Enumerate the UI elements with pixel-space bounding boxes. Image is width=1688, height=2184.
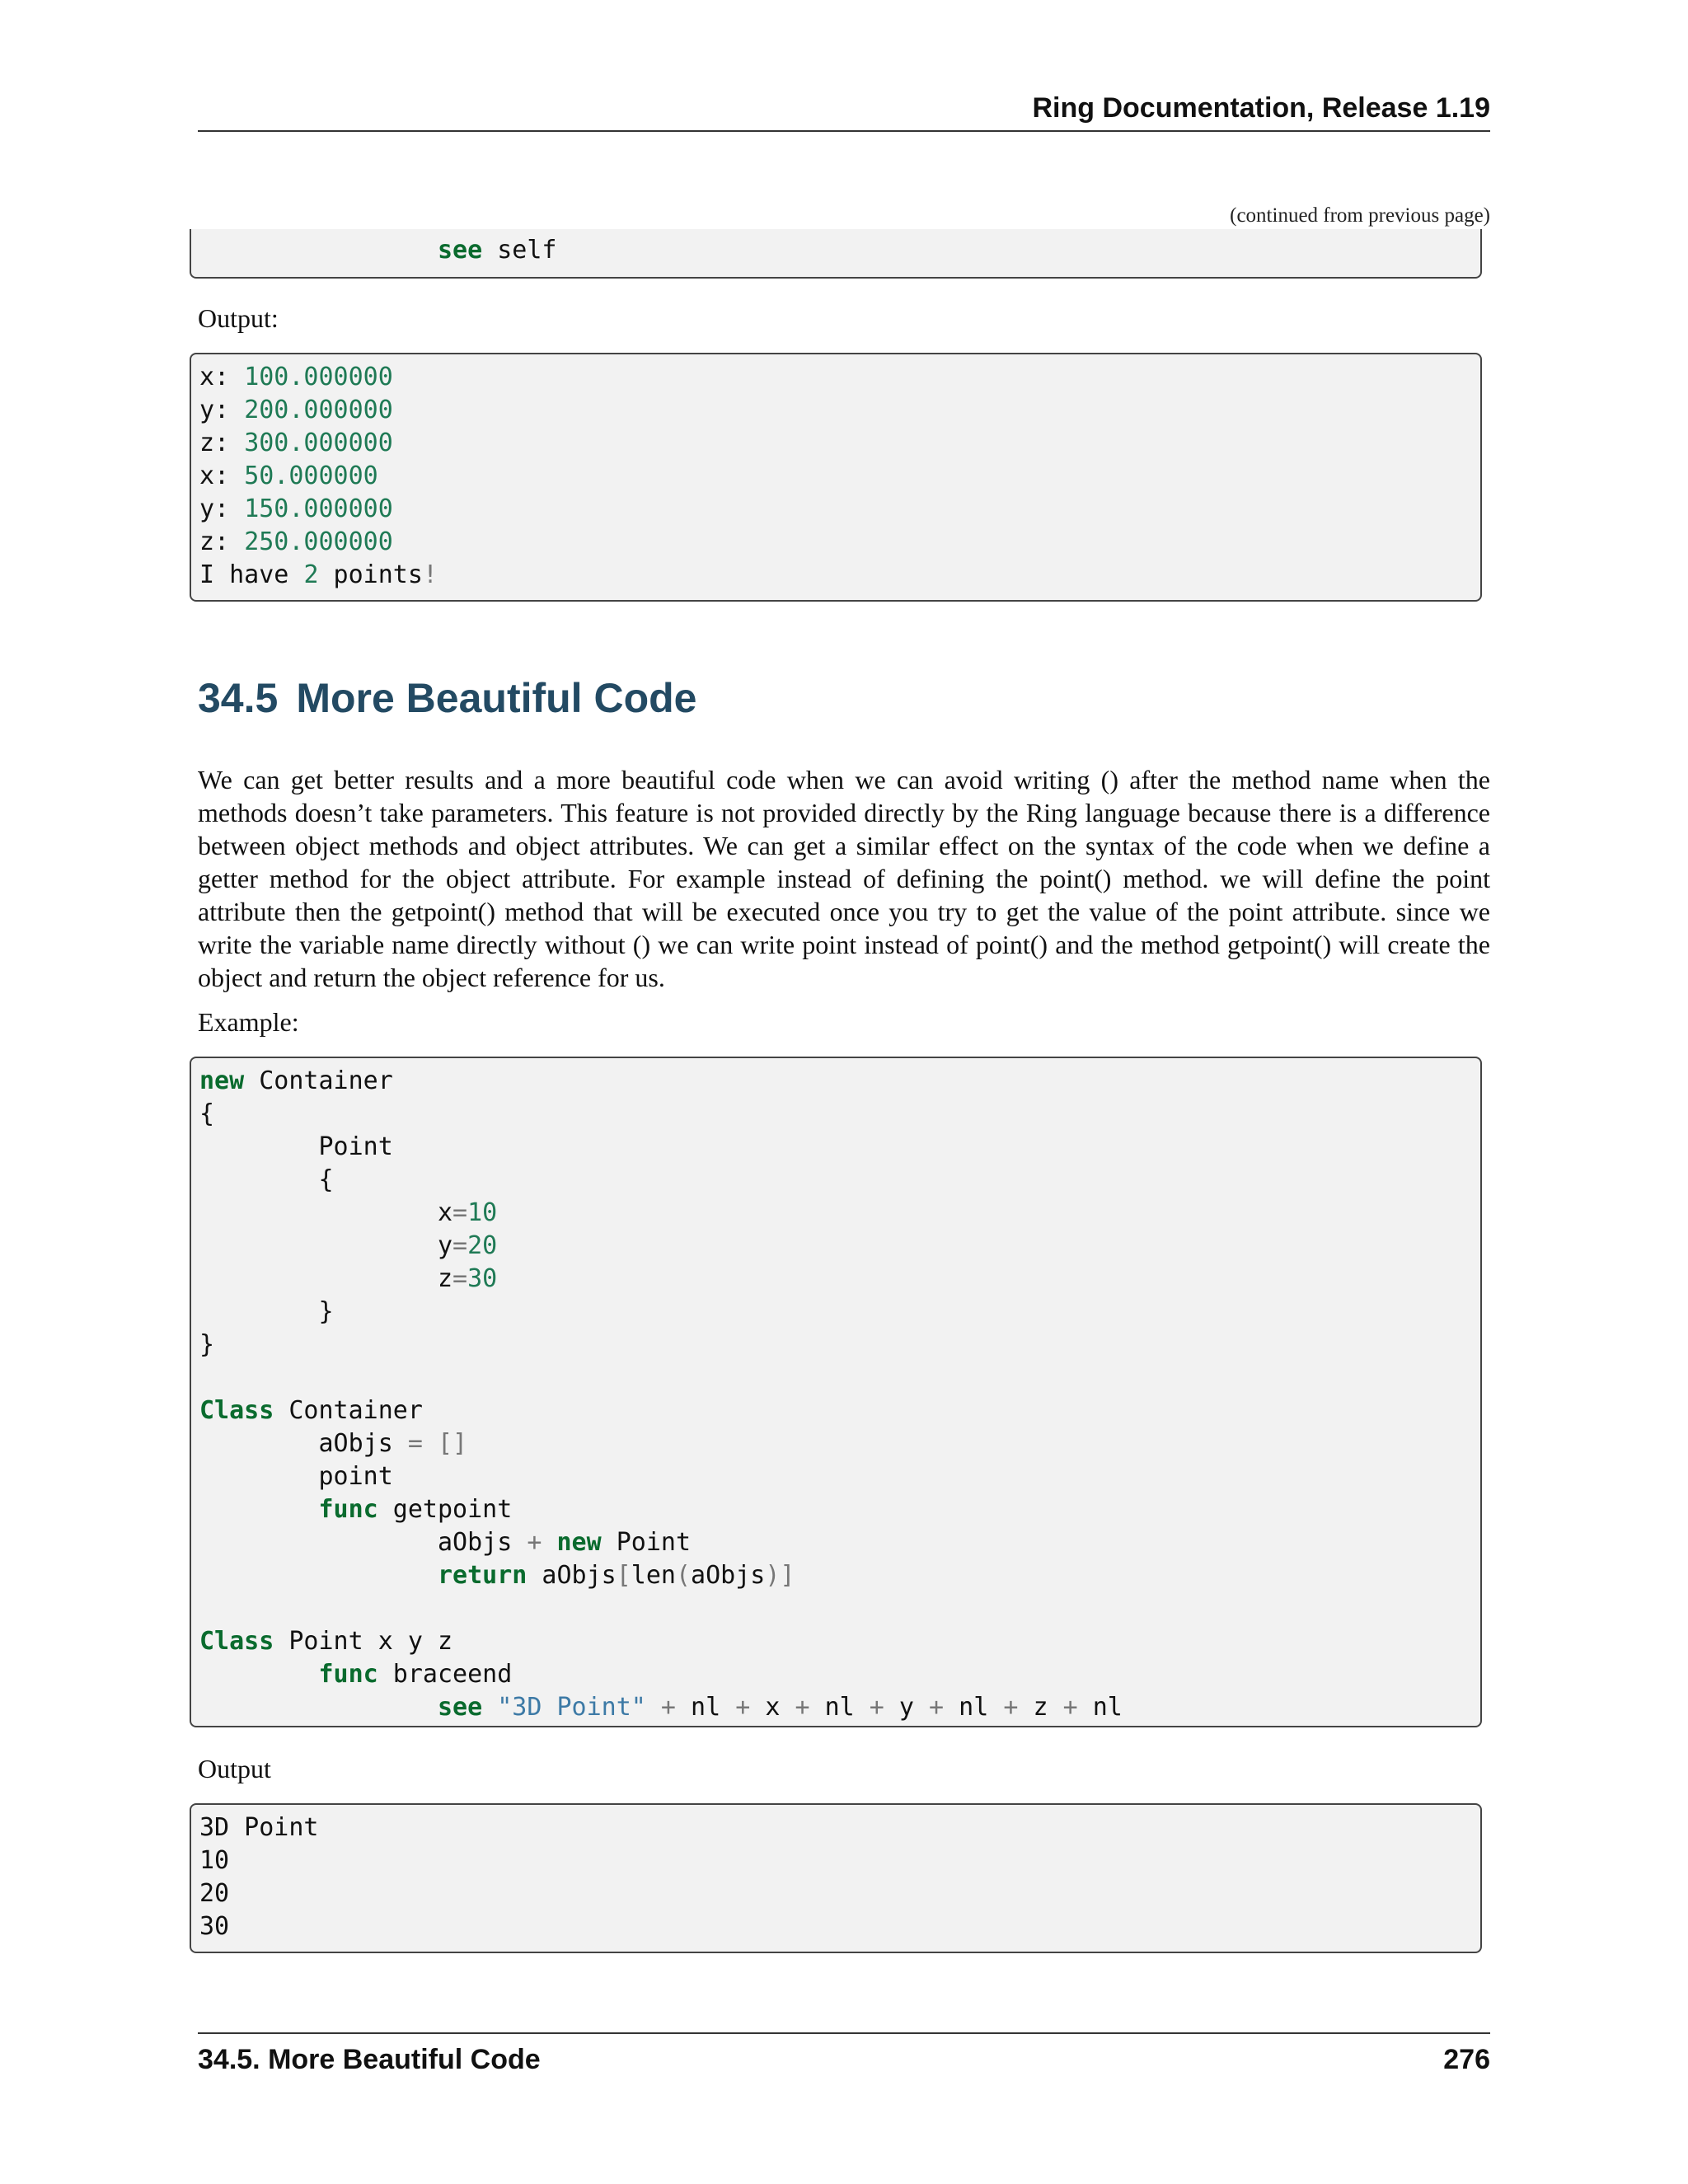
- example-label: Example:: [198, 1007, 299, 1037]
- code-line: [199, 1559, 1472, 1592]
- code-token: nl: [1077, 1693, 1123, 1722]
- code-token: }: [318, 1297, 334, 1326]
- code-block-continued: [190, 229, 1482, 279]
- code-token: y: [884, 1693, 930, 1722]
- section-title-text: More Beautiful Code: [296, 675, 697, 721]
- code-token: =: [452, 1198, 468, 1227]
- code-token: 150.000000: [244, 494, 393, 523]
- code-token: [199, 1132, 319, 1161]
- code-line: [199, 1065, 1472, 1098]
- code-token: x:: [199, 462, 245, 490]
- code-token: +: [795, 1693, 810, 1722]
- code-token: 10: [467, 1198, 498, 1227]
- code-line: [199, 1230, 1472, 1263]
- code-line: [199, 1691, 1472, 1724]
- code-line: [199, 493, 1472, 526]
- code-token: y:: [199, 396, 245, 424]
- code-line: [199, 427, 1472, 460]
- code-token: [482, 1693, 497, 1722]
- code-line: [199, 460, 1472, 493]
- code-token: aObjs: [527, 1561, 617, 1590]
- code-token: see: [437, 1693, 483, 1722]
- code-token: {: [199, 1099, 215, 1128]
- code-token: Container: [274, 1396, 423, 1425]
- page-number: 276: [1443, 2044, 1490, 2075]
- code-token: z: [437, 1264, 453, 1293]
- code-token: [199, 1198, 438, 1227]
- code-token: 20: [199, 1879, 230, 1908]
- code-token: return: [437, 1561, 528, 1590]
- code-line: [199, 1592, 1472, 1625]
- code-token: "3D Point": [497, 1693, 646, 1722]
- code-token: y: [437, 1231, 453, 1260]
- code-token: I have: [199, 560, 304, 589]
- code-line: [199, 1098, 1472, 1131]
- code-token: aObjs: [437, 1528, 528, 1557]
- code-token: [199, 1231, 438, 1260]
- code-token: {: [318, 1165, 334, 1194]
- code-token: +: [735, 1693, 751, 1722]
- code-token: see: [437, 236, 483, 265]
- code-token: points: [318, 560, 423, 589]
- code-token: [199, 1264, 438, 1293]
- code-token: [199, 1297, 319, 1326]
- footer-section: 34.5. More Beautiful Code: [198, 2044, 541, 2075]
- code-line: [199, 1164, 1472, 1197]
- continued-note: (continued from previous page): [1230, 204, 1490, 227]
- code-token: [199, 236, 438, 265]
- code-line: [199, 1493, 1472, 1526]
- code-token: x: [437, 1198, 453, 1227]
- code-token: y:: [199, 494, 245, 523]
- code-token: [199, 1495, 319, 1524]
- code-token: 20: [467, 1231, 498, 1260]
- code-line: [199, 1296, 1472, 1329]
- code-token: Class: [199, 1396, 274, 1425]
- code-line: [199, 1658, 1472, 1691]
- code-line: [199, 1427, 1472, 1460]
- code-token: 3D Point: [199, 1813, 319, 1842]
- code-token: 30: [199, 1912, 230, 1941]
- code-token: z:: [199, 429, 245, 457]
- code-token: )]: [765, 1561, 795, 1590]
- code-line: [199, 394, 1472, 427]
- code-token: 250.000000: [244, 527, 393, 556]
- code-line: [199, 1263, 1472, 1296]
- code-token: [423, 1429, 438, 1458]
- code-token: x: [750, 1693, 795, 1722]
- output-block-2: [190, 1803, 1482, 1953]
- output-label-2: Output: [198, 1754, 271, 1783]
- code-token: +: [1003, 1693, 1019, 1722]
- code-token: nl: [809, 1693, 870, 1722]
- code-token: 100.000000: [244, 363, 393, 391]
- code-token: [542, 1528, 556, 1557]
- code-token: 2: [303, 560, 319, 589]
- code-token: []: [438, 1429, 468, 1458]
- code-line: [199, 1197, 1472, 1230]
- code-token: =: [407, 1429, 423, 1458]
- code-token: [: [616, 1561, 631, 1590]
- code-token: }: [199, 1330, 215, 1359]
- document-page: [198, 0, 1490, 2184]
- code-token: x:: [199, 363, 245, 391]
- code-token: nl: [944, 1693, 1004, 1722]
- code-token: len: [631, 1561, 676, 1590]
- code-line: [199, 1361, 1472, 1394]
- section-heading: [198, 674, 696, 722]
- code-token: 200.000000: [244, 396, 393, 424]
- code-token: +: [660, 1693, 676, 1722]
- code-token: nl: [675, 1693, 736, 1722]
- code-token: 10: [199, 1846, 230, 1875]
- code-line: [199, 1460, 1472, 1493]
- code-token: +: [869, 1693, 884, 1722]
- code-line: [199, 1394, 1472, 1427]
- code-token: z:: [199, 527, 245, 556]
- code-token: Point: [318, 1132, 393, 1161]
- code-line: [199, 1625, 1472, 1658]
- code-line: [199, 361, 1472, 394]
- page-footer: [198, 2032, 1490, 2075]
- example-code-block: [190, 1057, 1482, 1727]
- code-token: 30: [467, 1264, 498, 1293]
- code-token: Class: [199, 1627, 274, 1656]
- body-paragraph: We can get better results and a more beautiful code when we can avoid writing () after the method name when the methods doesn’t take parameters. This feature is not provided directly by the Ring language because there is a difference between object methods and object attributes. We can get a similar effect on the syntax of the code when we define a getter method for the object attribute. For example instead of defining the point() method. we will define the point attribute then the getpoint() method that will be executed once you try to get the value of the point attribute. since we write the variable name directly without () we can write point instead of point() and the method getpoint() will create the object and return the object reference for us.: [198, 765, 1490, 992]
- code-token: [199, 1693, 438, 1722]
- code-token: new: [199, 1066, 245, 1095]
- code-line: [199, 559, 1472, 592]
- code-token: Container: [244, 1066, 393, 1095]
- code-token: Point x y z: [274, 1627, 453, 1656]
- code-token: [199, 1660, 319, 1689]
- code-token: [199, 1429, 319, 1458]
- code-token: Point: [601, 1528, 692, 1557]
- output-label: Output:: [198, 303, 279, 333]
- code-token: +: [527, 1528, 542, 1557]
- page-header: [198, 92, 1490, 132]
- code-token: func: [318, 1660, 378, 1689]
- code-line: [199, 1877, 1472, 1910]
- code-token: point: [318, 1462, 393, 1491]
- code-token: [646, 1693, 661, 1722]
- code-token: +: [929, 1693, 945, 1722]
- code-token: func: [318, 1495, 378, 1524]
- code-token: aObjs: [318, 1429, 408, 1458]
- header-title: Ring Documentation, Release 1.19: [1032, 92, 1490, 124]
- code-line: [199, 1910, 1472, 1943]
- code-token: new: [556, 1528, 602, 1557]
- code-token: [199, 1165, 319, 1194]
- code-token: [199, 1561, 438, 1590]
- code-token: [199, 1528, 438, 1557]
- code-token: braceend: [377, 1660, 513, 1689]
- code-token: =: [452, 1264, 468, 1293]
- code-token: z: [1018, 1693, 1063, 1722]
- code-token: =: [452, 1231, 468, 1260]
- code-token: +: [1062, 1693, 1078, 1722]
- code-line: [199, 234, 1472, 267]
- code-token: [199, 1462, 319, 1491]
- code-token: 50.000000: [244, 462, 378, 490]
- output-block: [190, 353, 1482, 602]
- code-line: [199, 1131, 1472, 1164]
- code-line: [199, 1526, 1472, 1559]
- code-line: [199, 1844, 1472, 1877]
- code-token: 300.000000: [244, 429, 393, 457]
- code-token: (: [675, 1561, 692, 1590]
- code-line: [199, 1811, 1472, 1844]
- code-line: [199, 526, 1472, 559]
- code-token: !: [422, 560, 438, 589]
- code-token: getpoint: [377, 1495, 513, 1524]
- code-token: self: [482, 236, 557, 265]
- code-token: aObjs: [691, 1561, 766, 1590]
- code-line: [199, 1329, 1472, 1361]
- section-number: 34.5: [198, 675, 279, 721]
